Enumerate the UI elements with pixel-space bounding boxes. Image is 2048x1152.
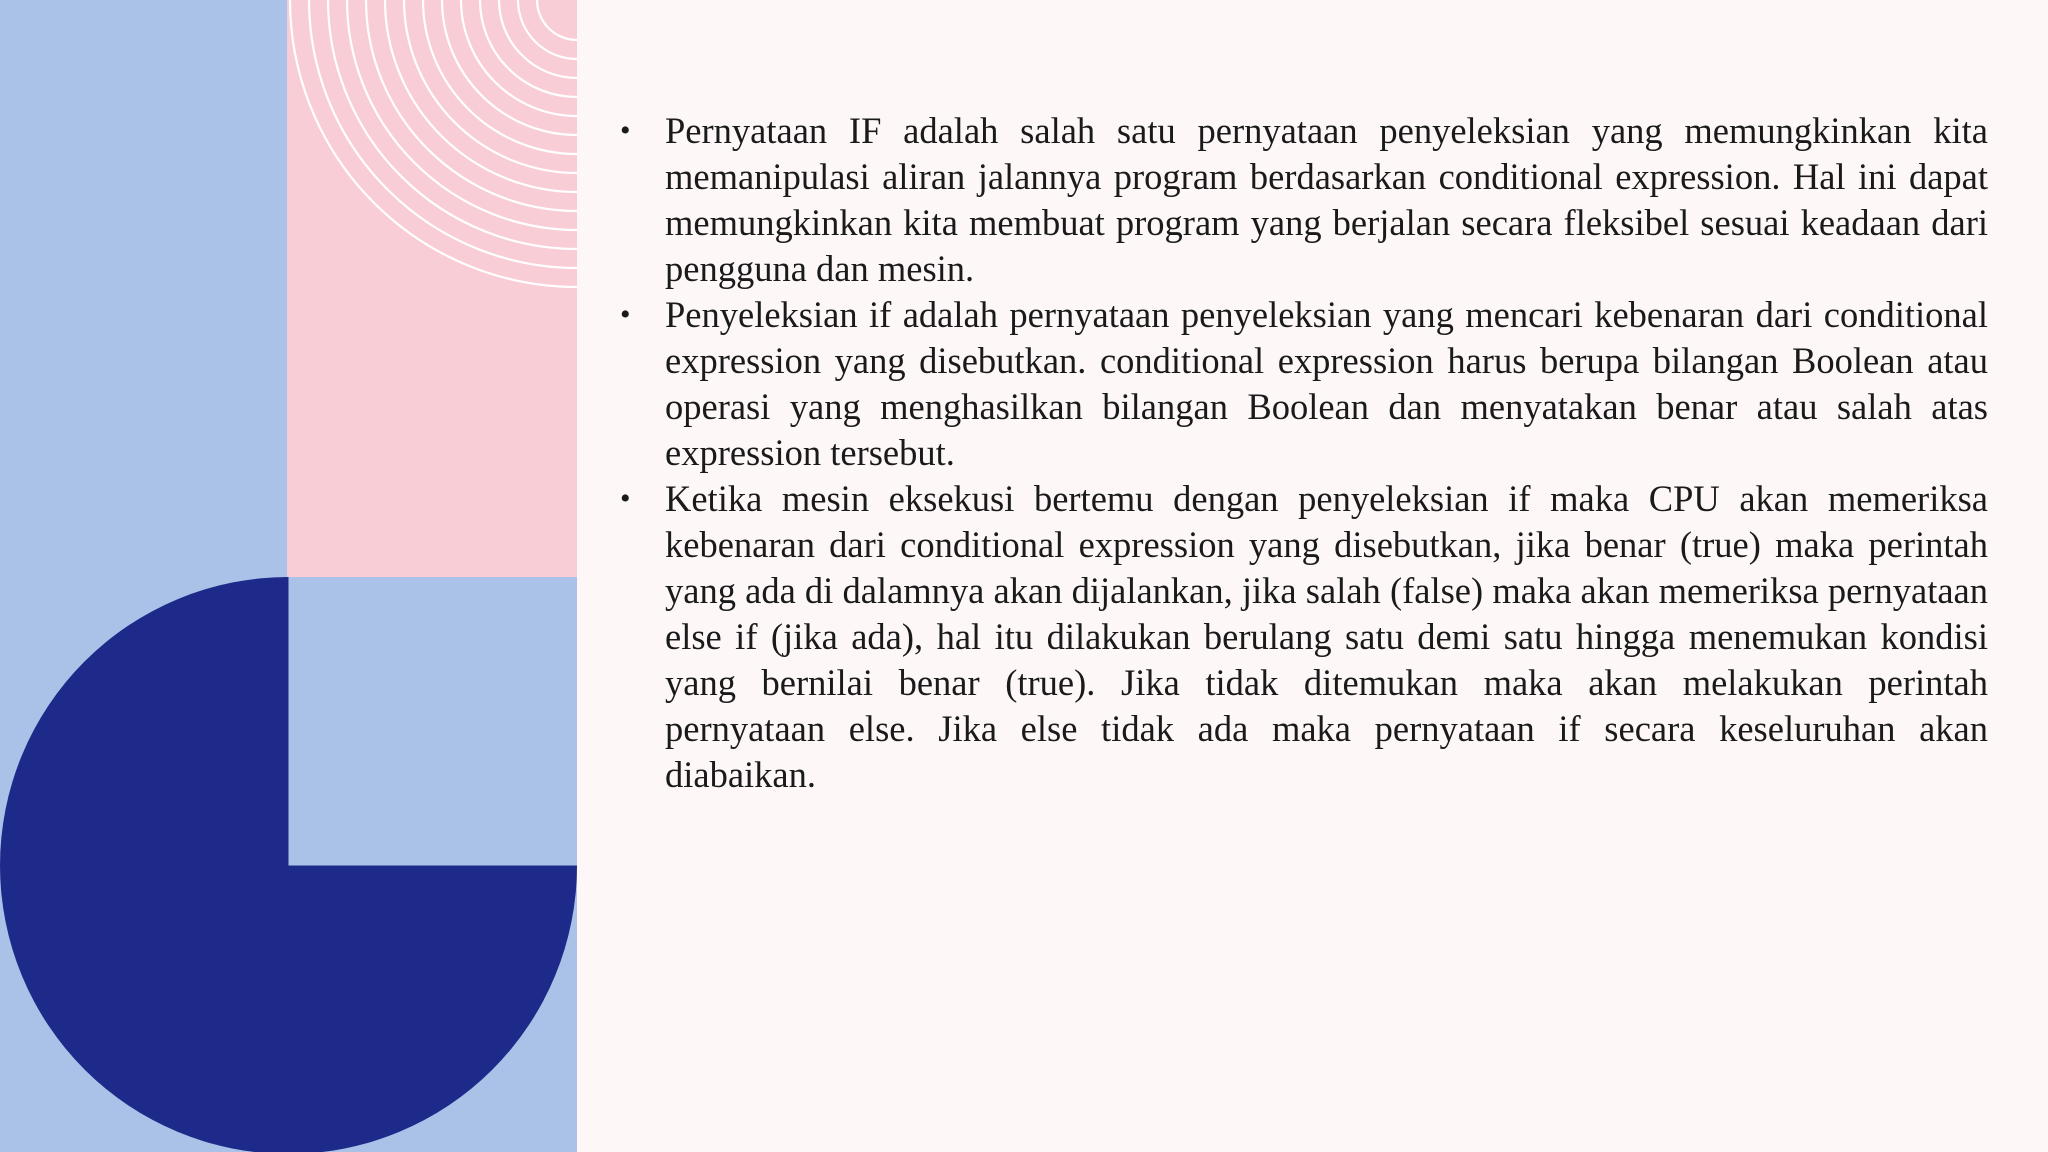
bullet-list xyxy=(612,108,1988,798)
arc-ring xyxy=(537,0,577,40)
arc-ring xyxy=(290,0,577,287)
arc-ring xyxy=(461,0,577,116)
bullet-text: Penyeleksian if adalah pernyataan penyeleksian yang mencari kebenaran dari conditional expression yang disebutkan. conditional expression harus berupa bilangan Boolean atau operasi yang menghasilkan bilangan Boolean dan menyatakan benar atau salah atas expression tersebut. xyxy=(665,294,1988,473)
bullet-item-2 xyxy=(612,292,1988,476)
arc-ring xyxy=(347,0,577,230)
quarter-circle-decoration xyxy=(0,577,577,1152)
bullet-item-1 xyxy=(612,108,1988,292)
arc-ring xyxy=(423,0,577,154)
bullet-text: Ketika mesin eksekusi bertemu dengan penyeleksian if maka CPU akan memeriksa kebenaran dari conditional expression yang disebutkan, jika benar (true) maka perintah yang ada di dalamnya akan dijalankan, jika salah (false) maka akan memeriksa pernyataan else if (jika ada), hal itu dilakukan berulang satu demi satu hingga menemukan kondisi yang bernilai benar (true). Jika tidak ditemukan maka akan melakukan perintah pernyataan else. Jika else tidak ada maka pernyataan if secara keseluruhan akan diabaikan. xyxy=(665,478,1988,795)
bullet-dot: • xyxy=(620,482,631,515)
bullet-dot: • xyxy=(620,114,631,147)
arc-ring xyxy=(404,0,577,173)
arc-ring xyxy=(518,0,577,59)
arc-ring xyxy=(366,0,577,211)
bullet-item-3 xyxy=(612,476,1988,798)
arc-ring xyxy=(309,0,577,268)
arc-ring xyxy=(328,0,577,249)
bullet-text: Pernyataan IF adalah salah satu pernyataan penyeleksian yang memungkinkan kita memanipulasi aliran jalannya program berdasarkan conditional expression. Hal ini dapat memungkinkan kita membuat program yang berjalan secara fleksibel sesuai keadaan dari pengguna dan mesin. xyxy=(665,110,1988,289)
navy-three-quarter-circle xyxy=(0,577,577,1152)
bullet-dot: • xyxy=(620,298,631,331)
concentric-arcs-decoration xyxy=(287,0,577,290)
